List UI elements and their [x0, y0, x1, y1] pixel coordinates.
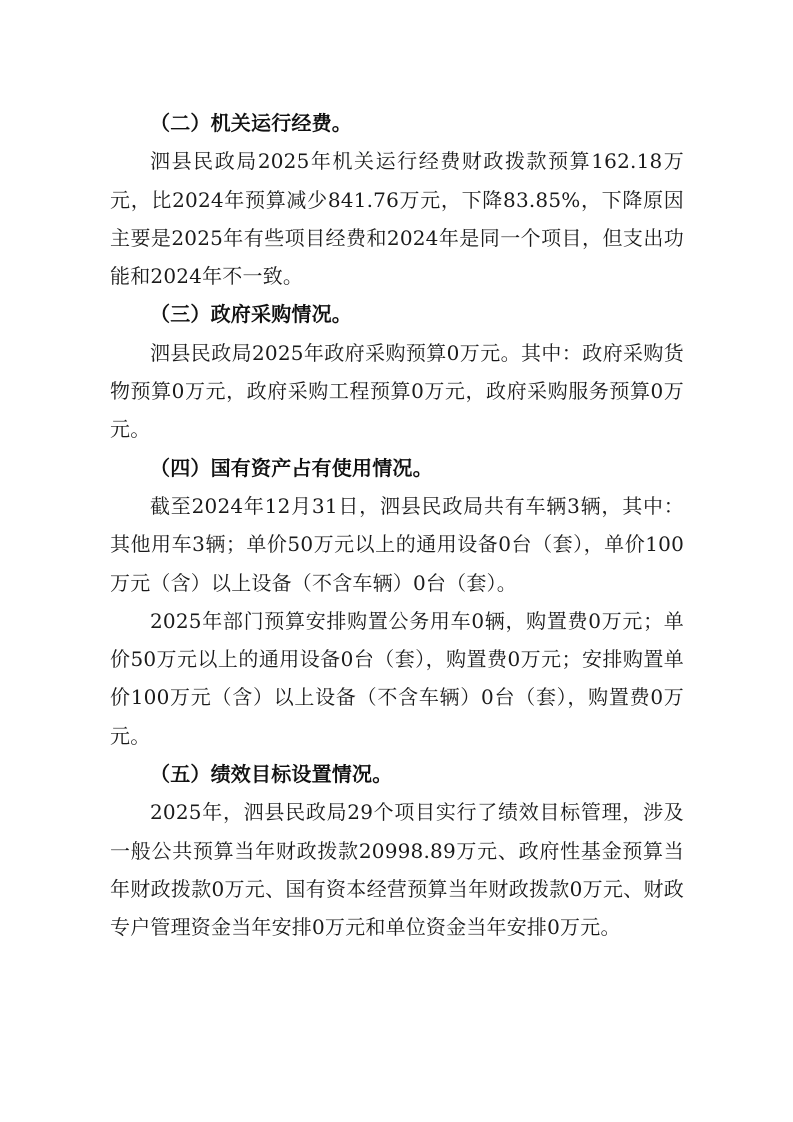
section-heading-government-procurement: （三）政府采购情况。: [150, 302, 352, 327]
section-heading-state-assets: （四）国有资产占有使用情况。: [150, 455, 433, 480]
section-heading-operating-expenses: （二）机关运行经费。: [150, 111, 352, 135]
paragraph-state-assets-purchase: 2025年部门预算安排购置公务用车0辆，购置费0万元；单价50万元以上的通用设备0台（套），购置费0万元；安排购置单价100万元（含）以上设备（不含车辆）0台（套），购置费0万元。: [110, 608, 684, 748]
paragraph-performance-targets: 2025年，泗县民政局29个项目实行了绩效目标管理，涉及一般公共预算当年财政拨款20998.89万元、政府性基金预算当年财政拨款0万元、国有资本经营预算当年财政拨款0万元、财政专户管理资金当年安排0万元和单位资金当年安排0万元。: [110, 800, 684, 940]
paragraph-government-procurement: 泗县民政局2025年政府采购预算0万元。其中：政府采购货物预算0万元，政府采购工程预算0万元，政府采购服务预算0万元。: [110, 340, 684, 442]
paragraph-operating-expenses: 泗县民政局2025年机关运行经费财政拨款预算162.18万元，比2024年预算减少841.76万元，下降83.85%，下降原因主要是2025年有些项目经费和2024年是同一个项目，但支出功能和2024年不一致。: [110, 149, 684, 289]
section-heading-performance-targets: （五）绩效目标设置情况。: [150, 762, 393, 787]
paragraph-state-assets-vehicles: 截至2024年12月31日，泗县民政局共有车辆3辆，其中：其他用车3辆；单价50万元以上的通用设备0台（套），单价100万元（含）以上设备（不含车辆）0台（套）。: [110, 493, 684, 595]
document-body: [110, 104, 684, 947]
